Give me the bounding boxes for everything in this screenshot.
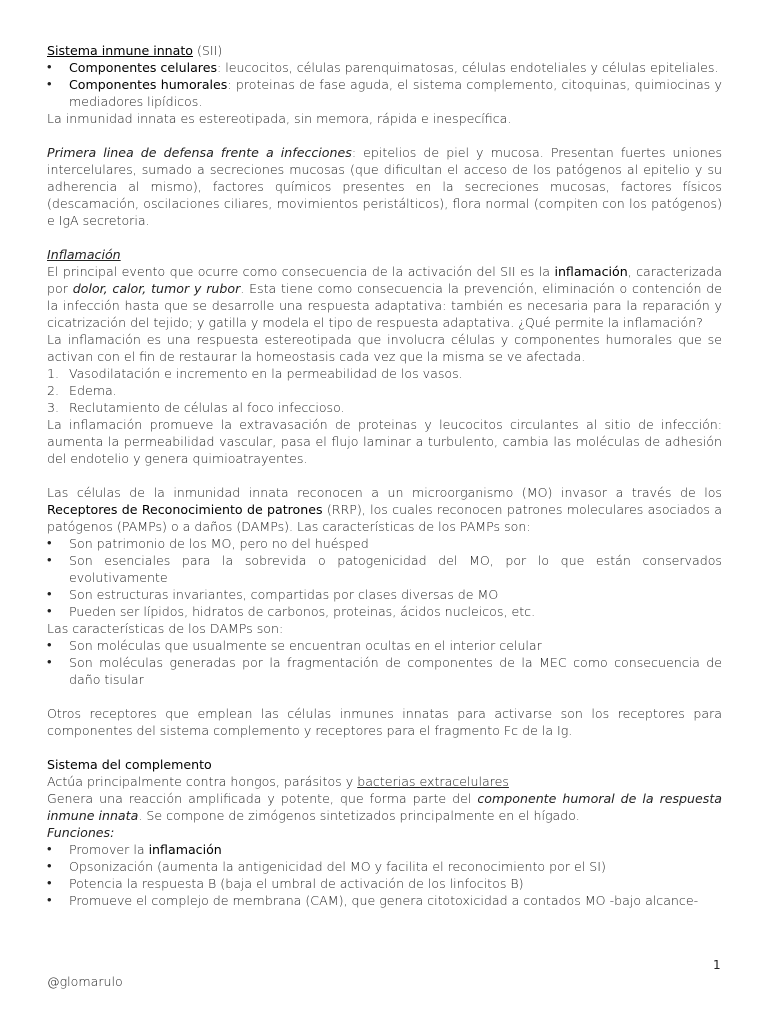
list-item: • Opsonización (aumenta la antigenicidad del MO y facilita el reconocimiento por el SI) (47, 858, 722, 875)
list-item (47, 382, 722, 399)
inflammation-bold: inflamación (554, 264, 628, 279)
list-number: 1. (47, 366, 60, 381)
text-run: Actúa principalmente contra hongos, parásitos y (47, 774, 358, 789)
list-item: • Promueve el complejo de membrana (CAM), que genera citotoxicidad a contados MO -bajo alcance- (47, 892, 722, 909)
list-item (47, 59, 722, 76)
first-line-defense-text: : epitelios de piel y mucosa. Presentan fuertes uniones intercelulares, sumado a secreciones mucosas (que dificultan el acceso de los patógenos al epitelio y su adherencia al mismo), factores químicos presentes en la secreciones mucosas, factores físicos (descamación, oscilaciones ciliares, movimientos peristálticos), flora normal (compiten con los patógenos) e IgA secretoria. (47, 145, 722, 228)
text-run: Las células de la inmunidad innata reconocen a un microorganismo (MO) invasor a través de los (47, 485, 722, 500)
list-item: • Son estructuras invariantes, compartidas por clases diversas de MO (47, 586, 722, 603)
humoral-component-italic: componente humoral de la respuesta inmune innata (47, 791, 722, 823)
list-item: • Son patrimonio de los MO, pero no del huésped (47, 535, 722, 552)
damps-intro: Las características de los DAMPs son: (47, 621, 284, 636)
complement-heading (47, 756, 722, 773)
components-list (47, 59, 722, 110)
inflammation-effects-list (47, 365, 722, 416)
list-item (47, 76, 722, 110)
functions-label (47, 824, 722, 841)
author-handle: @glomarulo (47, 974, 123, 989)
list-item: • Son moléculas que usualmente se encuentran ocultas en el interior celular (47, 637, 722, 654)
text-run: , caracterizada por (47, 264, 722, 296)
extracellular-bacteria: bacterias extracelulares (357, 774, 509, 789)
cellular-components-label: Componentes celulares (69, 60, 218, 75)
rrp-paragraph (47, 484, 722, 535)
text-run: (RRP), los cuales reconocen patrones moleculares asociados a patógenos (PAMPs) o a daños (DAMPs). Las características de los PAMPs son: (47, 502, 722, 534)
humoral-components-text: : proteinas de fase aguda, el sistema complemento, citoquinas, quimiocinas y mediadores lipídicos. (69, 77, 722, 109)
rrp-bold: Receptores de Reconocimiento de patrones (47, 502, 323, 517)
complement-title: Sistema del complemento (47, 757, 212, 772)
list-item (47, 841, 722, 858)
document-page (47, 42, 722, 909)
other-receptors-paragraph: Otros receptores que emplean las células inmunes innatas para activarse son los receptores para componentes del sistema complemento y receptores para el fragmento Fc de la Ig. (47, 706, 722, 738)
cellular-components-text: : leucocitos, células parenquimatosas, células endoteliales y células epiteliales. (217, 60, 719, 75)
damps-list (47, 637, 722, 688)
innate-system-heading (47, 42, 722, 59)
list-text: Reclutamiento de células al foco infeccioso. (69, 400, 345, 415)
text-run: Promover la (69, 842, 149, 857)
text-run: El principal evento que ocurre como consecuencia de la activación del SII es la (47, 264, 555, 279)
innate-system-abbrev: (SII) (193, 43, 223, 58)
inflammation-paragraph-1 (47, 263, 722, 331)
innate-system-title: Sistema inmune innato (47, 43, 194, 58)
inflammation-bold: inflamación (148, 842, 222, 857)
list-item (47, 365, 722, 382)
list-item (47, 399, 722, 416)
inflammation-paragraph-2: La inflamación es una respuesta estereotipada que involucra células y componentes humorales que se activan con el fin de restaurar la homeostasis cada vez que la misma se ve afectada. (47, 332, 722, 364)
text-run: Genera una reacción amplificada y potente, que forma parte del (47, 791, 478, 806)
innate-immunity-summary: La inmunidad innata es estereotipada, sin memora, rápida e inespecífica. (47, 111, 512, 126)
pamps-list (47, 535, 722, 620)
list-text: Vasodilatación e incremento en la permeabilidad de los vasos. (69, 366, 463, 381)
list-number: 2. (47, 383, 60, 398)
list-text: Edema. (69, 383, 117, 398)
complement-paragraph-1 (47, 773, 722, 790)
inflammation-heading (47, 246, 722, 263)
complement-paragraph-2 (47, 790, 722, 824)
humoral-components-label: Componentes humorales (69, 77, 228, 92)
inflammation-paragraph-3: La inflamación promueve la extravasación de proteinas y leucocitos circulantes al sitio de infección: aumenta la permeabilidad vascular, pasa el flujo laminar a turbulento, cambia las moléculas de adhesión del endotelio y genera quimioatrayentes. (47, 417, 722, 466)
text-run: . Se compone de zimógenos sintetizados principalmente en el hígado. (138, 808, 580, 823)
first-line-defense-title: Primera linea de defensa frente a infecciones (47, 145, 352, 160)
list-item: • Son moléculas generadas por la fragmentación de componentes de la MEC como consecuencia de daño tisular (47, 654, 722, 688)
page-number: 1 (713, 958, 721, 972)
first-line-defense-paragraph (47, 144, 722, 229)
text-run: . Esta tiene como consecuencia la prevención, eliminación o contención de la infección hasta que se desarrolle una respuesta adaptativa: también es necesaria para la reparación y cicatrización del tejido; y gatilla y modela el tipo de respuesta adaptativa. ¿Qué permite la inflamación? (47, 281, 722, 330)
list-number: 3. (47, 400, 60, 415)
complement-functions-list (47, 841, 722, 909)
list-item: • Potencia la respuesta B (baja el umbral de activación de los linfocitos B) (47, 875, 722, 892)
inflammation-title: Inflamación (47, 247, 121, 262)
functions-title: Funciones: (47, 825, 115, 840)
list-item: • Son esenciales para la sobrevida o patogenicidad del MO, por lo que están conservados evolutivamente (47, 552, 722, 586)
list-item: • Pueden ser lípidos, hidratos de carbonos, proteinas, ácidos nucleicos, etc. (47, 603, 722, 620)
inflammation-signs: dolor, calor, tumor y rubor (72, 281, 241, 296)
